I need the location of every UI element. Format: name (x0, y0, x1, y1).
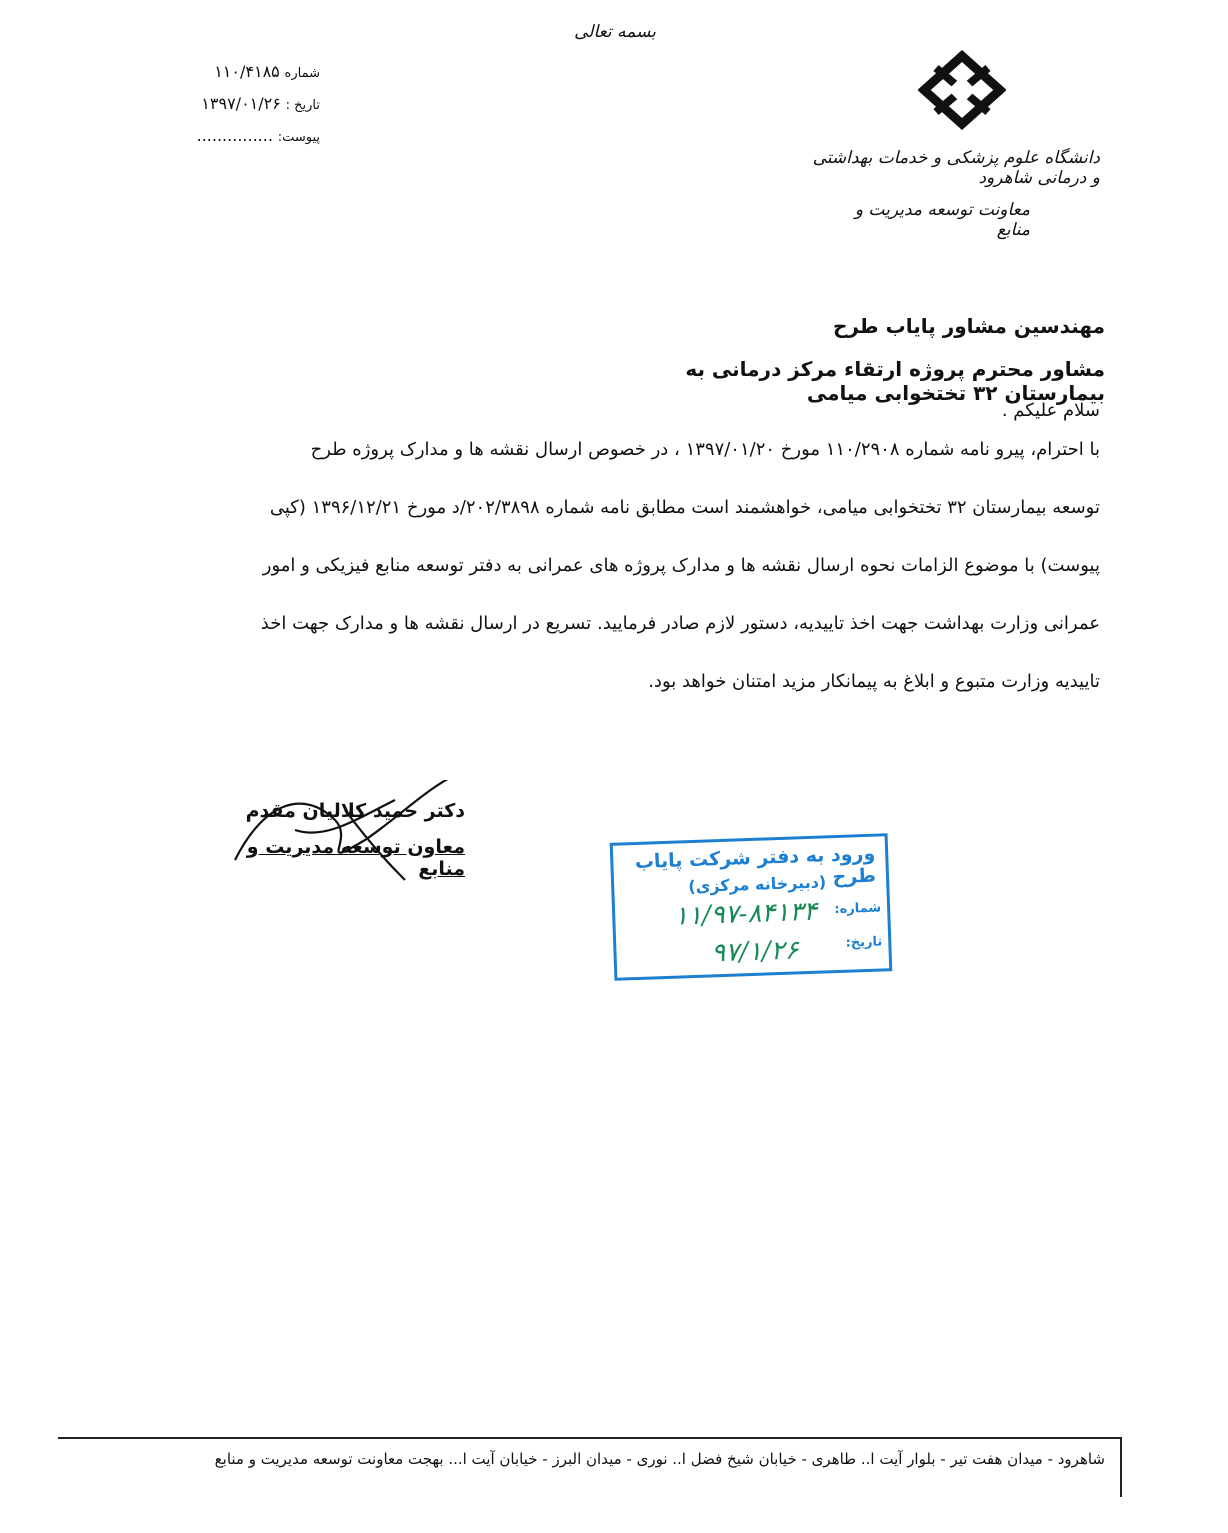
deputy-name: معاونت توسعه مدیریت و منابع (854, 200, 1030, 240)
letter-number-value: ۱۱۰/۴۱۸۵ (214, 62, 280, 81)
received-stamp (610, 833, 893, 981)
basmala: بسمه تعالی (574, 22, 656, 42)
stamp-date-value: ۹۷/۱/۲۶ (710, 935, 800, 969)
body-line-3: پیوست) با موضوع الزامات نحوه ارسال نقشه ها و مدارک پروژه های عمرانی به دفتر توسعه منابع فیزیکی و امور (262, 555, 1100, 576)
body-line-2: توسعه بیمارستان ۳۲ تختخوابی میامی، خواهشمند است مطابق نامه شماره ۲۰۲/۳۸۹۸/د مورخ ۱۳۹۶/۱۲/۲۱ (کپی (269, 497, 1100, 518)
stamp-number-value: ۱۱/۹۷-۸۴۱۳۴ (673, 896, 818, 932)
letter-date-value: ۱۳۹۷/۰۱/۲۶ (201, 94, 281, 113)
greeting: سلام علیکم . (1001, 400, 1100, 421)
body-line-5: تاییدیه وزارت متبوع و ابلاغ به پیمانکار مزید امتنان خواهد بود. (648, 671, 1100, 692)
footer-divider (58, 1437, 1122, 1439)
letter-number (130, 62, 320, 81)
stamp-subtitle: (دبیرخانه مرکزی) (687, 872, 827, 897)
letter-attachment-value: ............... (196, 126, 273, 145)
letter-date (130, 94, 320, 113)
stamp-number-label: شماره: (834, 900, 882, 918)
letter-attachment (130, 126, 320, 145)
signer-title: معاون توسعه مدیریت و منابع (246, 836, 465, 880)
university-name: دانشگاه علوم پزشکی و خدمات بهداشتی و درمانی شاهرود (812, 148, 1100, 188)
body-line-1: با احترام، پیرو نامه شماره ۱۱۰/۲۹۰۸ مورخ ۱۳۹۷/۰۱/۲۰ ، در خصوص ارسال نقشه ها و مدارک پروژه طرح (310, 439, 1100, 460)
signature-block (195, 800, 465, 880)
body-line-4: عمرانی وزارت بهداشت جهت اخذ تاییدیه، دستور لازم صادر فرمایید. تسریع در ارسال نقشه ها و مدارک جهت اخذ (260, 613, 1100, 634)
stamp-title: ورود به دفتر شرکت پایاب طرح (634, 842, 877, 889)
signer-name: دکتر حمید کلالیان مقدم (245, 800, 465, 822)
addressee-line-1: مهندسین مشاور پایاب طرح (832, 314, 1105, 338)
footer-address: شاهرود - میدان هفت تیر - بلوار آیت ا.. طاهری - خیابان شیخ فضل ا.. نوری - میدان البرز - خیابان آیت ا... بهجت معاونت توسعه مدیریت و منابع (214, 1450, 1105, 1468)
addressee-line-2: مشاور محترم پروژه ارتقاء مرکز درمانی به بیمارستان ۳۲ تختخوابی میامی (685, 357, 1105, 405)
footer-divider-side (1120, 1437, 1122, 1497)
stamp-date-label: تاریخ: (845, 934, 883, 951)
university-logo-icon (918, 50, 1006, 130)
letter-number-label: شماره (284, 66, 320, 81)
letter-date-label: تاریخ : (285, 98, 320, 113)
letter-attachment-label: پیوست: (277, 130, 320, 145)
